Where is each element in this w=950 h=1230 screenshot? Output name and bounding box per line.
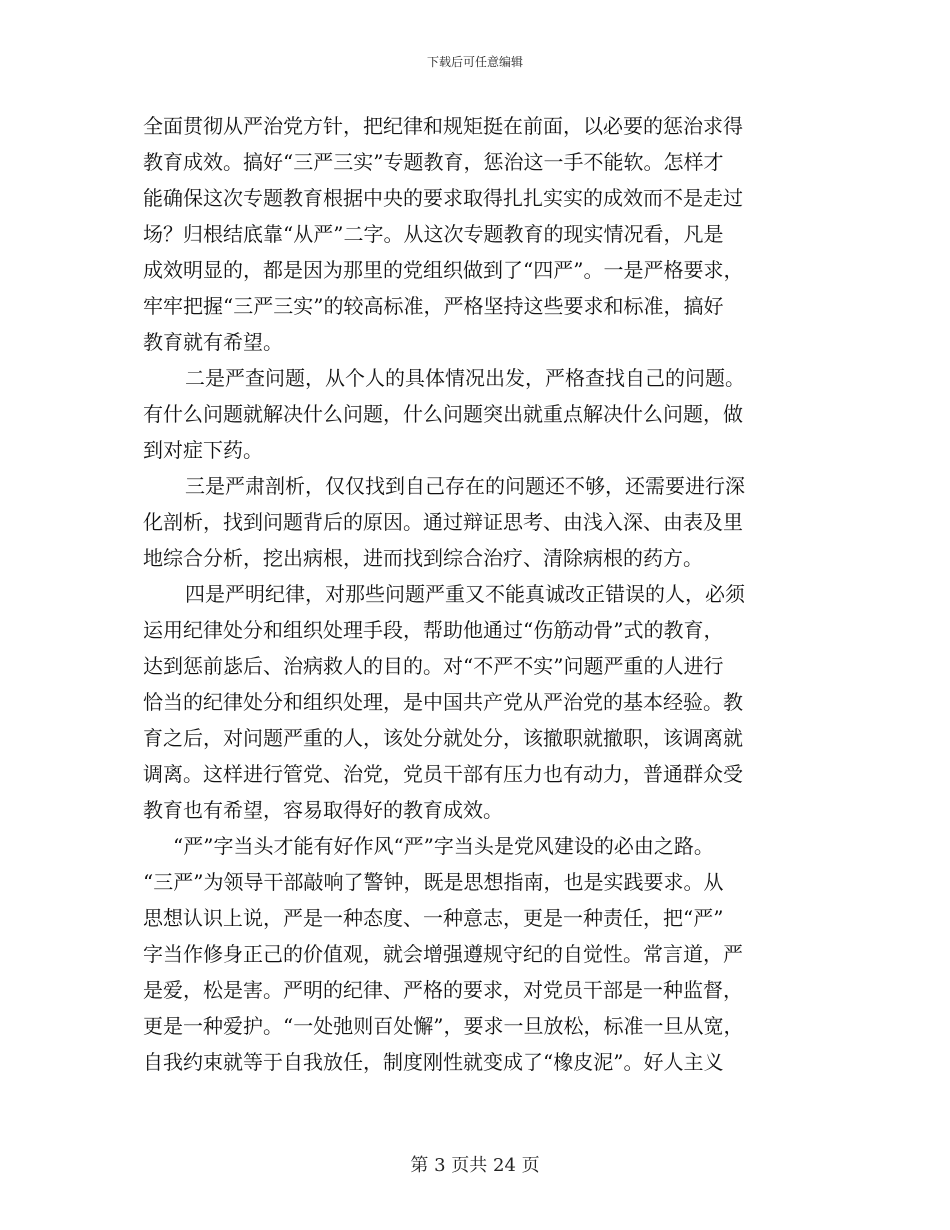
text-line: 字当作修身正己的价值观，就会增强遵规守纪的自觉性。常言道，严 — [143, 942, 743, 966]
text-line: 教育也有希望，容易取得好的教育成效。 — [143, 798, 503, 822]
text-line: 教育就有希望。 — [143, 330, 283, 354]
text-line: 能确保这次专题教育根据中央的要求取得扎扎实实的成效而不是走过 — [143, 186, 743, 210]
text-line: 育之后，对问题严重的人，该处分就处分，该撤职就撤职，该调离就 — [143, 726, 743, 750]
text-line: 地综合分析，挖出病根，进而找到综合治疗、清除病根的药方。 — [143, 546, 703, 570]
text-line: 到对症下药。 — [143, 438, 263, 462]
text-line: 思想认识上说，严是一种态度、一种意志，更是一种责任，把“严” — [143, 906, 724, 930]
text-line: “三严”为领导干部敲响了警钟，既是思想指南，也是实践要求。从 — [143, 870, 724, 894]
paragraph-start-line: 三是严肃剖析，仅仅找到自己存在的问题还不够，还需要进行深 — [185, 474, 745, 498]
text-line: 运用纪律处分和组织处理手段，帮助他通过“伤筋动骨”式的教育， — [143, 618, 724, 642]
text-line: 场？归根结底靠“从严”二字。从这次专题教育的现实情况看，凡是 — [143, 222, 724, 246]
text-line: 全面贯彻从严治党方针，把纪律和规矩挺在前面，以必要的惩治求得 — [143, 114, 743, 138]
paragraph-start-line: 二是严查问题，从个人的具体情况出发，严格查找自己的问题。 — [185, 366, 745, 390]
text-line: 调离。这样进行管党、治党，党员干部有压力也有动力，普通群众受 — [143, 762, 743, 786]
text-line: 化剖析，找到问题背后的原因。通过辩证思考、由浅入深、由表及里 — [143, 510, 743, 534]
text-line: 恰当的纪律处分和组织处理，是中国共产党从严治党的基本经验。教 — [143, 690, 743, 714]
text-line: 自我约束就等于自我放任，制度刚性就变成了“橡皮泥”。好人主义 — [143, 1050, 724, 1074]
text-line: 达到惩前毖后、治病救人的目的。对“不严不实”问题严重的人进行 — [143, 654, 724, 678]
text-line: 更是一种爱护。“一处弛则百处懈”，要求一旦放松，标准一旦从宽， — [143, 1014, 744, 1038]
page-number: 第 3 页共 24 页 — [410, 1155, 540, 1176]
page-header: 下载后可任意编辑 — [426, 55, 523, 69]
text-line: 是爱，松是害。严明的纪律、严格的要求，对党员干部是一种监督， — [143, 978, 743, 1002]
text-line: 有什么问题就解决什么问题，什么问题突出就重点解决什么问题，做 — [143, 402, 743, 426]
paragraph-start-line: “严”字当头才能有好作风“严”字当头是党风建设的必由之路。 — [173, 834, 714, 858]
document-body — [143, 108, 833, 1080]
text-line: 牢牢把握“三严三实”的较高标准，严格坚持这些要求和标准，搞好 — [143, 294, 724, 318]
text-line: 成效明显的，都是因为那里的党组织做到了“四严”。一是严格要求， — [143, 258, 744, 282]
paragraph-start-line: 四是严明纪律，对那些问题严重又不能真诚改正错误的人，必须 — [185, 582, 745, 606]
text-line: 教育成效。搞好“三严三实”专题教育，惩治这一手不能软。怎样才 — [143, 150, 724, 174]
